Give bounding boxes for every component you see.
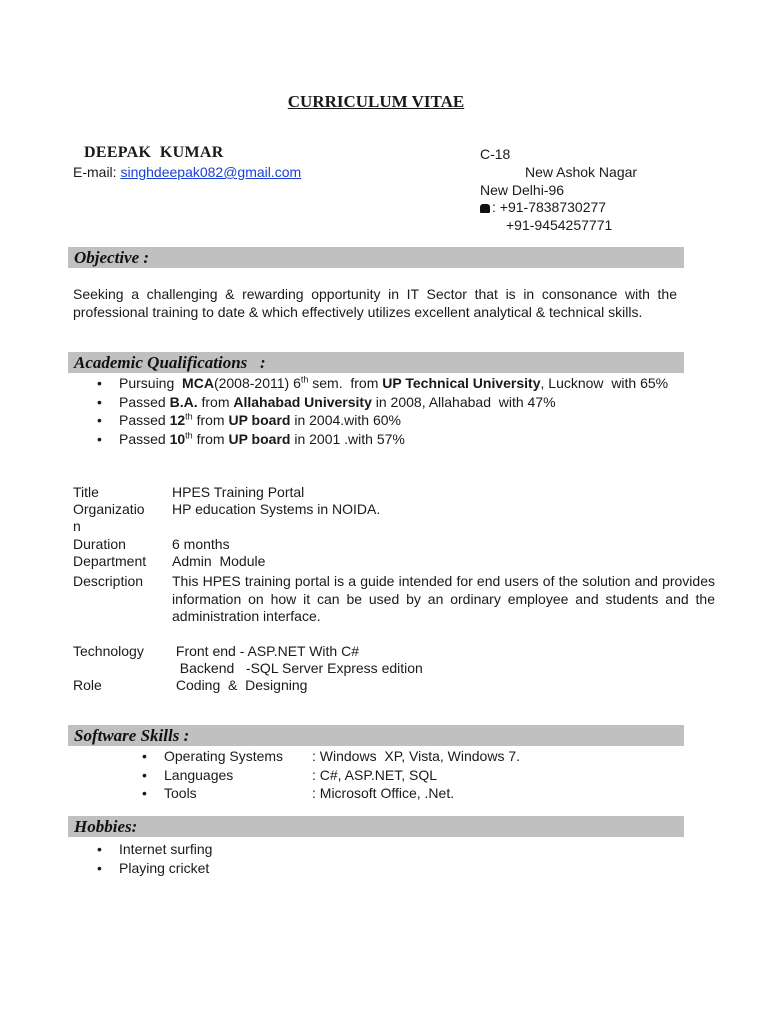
section-objective [68, 247, 684, 268]
list-item: • Passed B.A. from Allahabad University in 2008, Allahabad with 47% [119, 393, 679, 412]
email-line [73, 164, 301, 180]
list-item: • Passed 12th from UP board in 2004.with 60% [119, 411, 679, 430]
hobbies-list [119, 840, 212, 877]
address-line-1: C-18 [480, 146, 511, 162]
project-org-label-cont: n [73, 518, 81, 534]
project-org-label: Organizatio [73, 501, 145, 517]
project-department-label: Department [73, 553, 147, 569]
project-title-value: HPES Training Portal [172, 484, 305, 500]
project-role-value: Coding & Designing [172, 677, 308, 693]
project-description-label: Description [73, 573, 144, 589]
list-item: • Operating Systems : Windows XP, Vista, Windows 7. [164, 747, 520, 766]
email-label: E-mail: [73, 164, 121, 180]
phone-1: : +91-7838730277 [492, 199, 607, 215]
list-item: • Tools : Microsoft Office, .Net. [164, 784, 520, 803]
phone-icon [480, 204, 490, 213]
project-technology-frontend: Front end - ASP.NET With C# [172, 643, 360, 659]
section-academic [68, 352, 684, 373]
address-line-3: New Delhi-96 [480, 182, 565, 198]
section-software-title: Software Skills : [74, 726, 190, 745]
phone-2: +91-9454257771 [506, 217, 613, 233]
candidate-name: DEEPAK KUMAR [84, 144, 224, 161]
phone-line-1 [480, 198, 606, 216]
project-duration-value: 6 months [172, 536, 230, 552]
list-item: • Internet surfing [119, 840, 212, 859]
section-academic-title: Academic Qualifications : [74, 353, 266, 372]
project-duration-label: Duration [73, 536, 126, 552]
email-link[interactable]: singhdeepak082@gmail.com [120, 164, 302, 180]
document-title: CURRICULUM VITAE [287, 92, 465, 111]
academic-list [119, 374, 679, 448]
project-description-value: This HPES training portal is a guide intended for end users of the solution and provides information on how it can be used by an ordinary employee and students and the administration interface. [172, 573, 715, 624]
list-item: • Languages : C#, ASP.NET, SQL [164, 766, 520, 785]
list-item: • Pursuing MCA(2008-2011) 6th sem. from UP Technical University, Lucknow with 65% [119, 374, 679, 393]
project-technology-backend: Backend -SQL Server Express edition [172, 660, 423, 676]
project-role-label: Role [73, 677, 102, 693]
project-department-value: Admin Module [172, 553, 266, 569]
project-technology-label: Technology [73, 643, 144, 659]
objective-text: Seeking a challenging & rewarding opportunity in IT Sector that is in consonance with the professional training to date & which effectively utilizes excellent analytical & technical skills. [73, 286, 677, 320]
section-software-skills [68, 725, 684, 746]
section-objective-title: Objective : [74, 248, 150, 267]
address-line-2: New Ashok Nagar [525, 164, 638, 180]
section-hobbies [68, 816, 684, 837]
list-item: • Playing cricket [119, 859, 212, 878]
list-item: • Passed 10th from UP board in 2001 .with 57% [119, 430, 679, 449]
project-title-label: Title [73, 484, 99, 500]
section-hobbies-title: Hobbies: [74, 817, 138, 836]
project-org-value: HP education Systems in NOIDA. [172, 501, 381, 517]
software-skills-list [164, 747, 520, 803]
